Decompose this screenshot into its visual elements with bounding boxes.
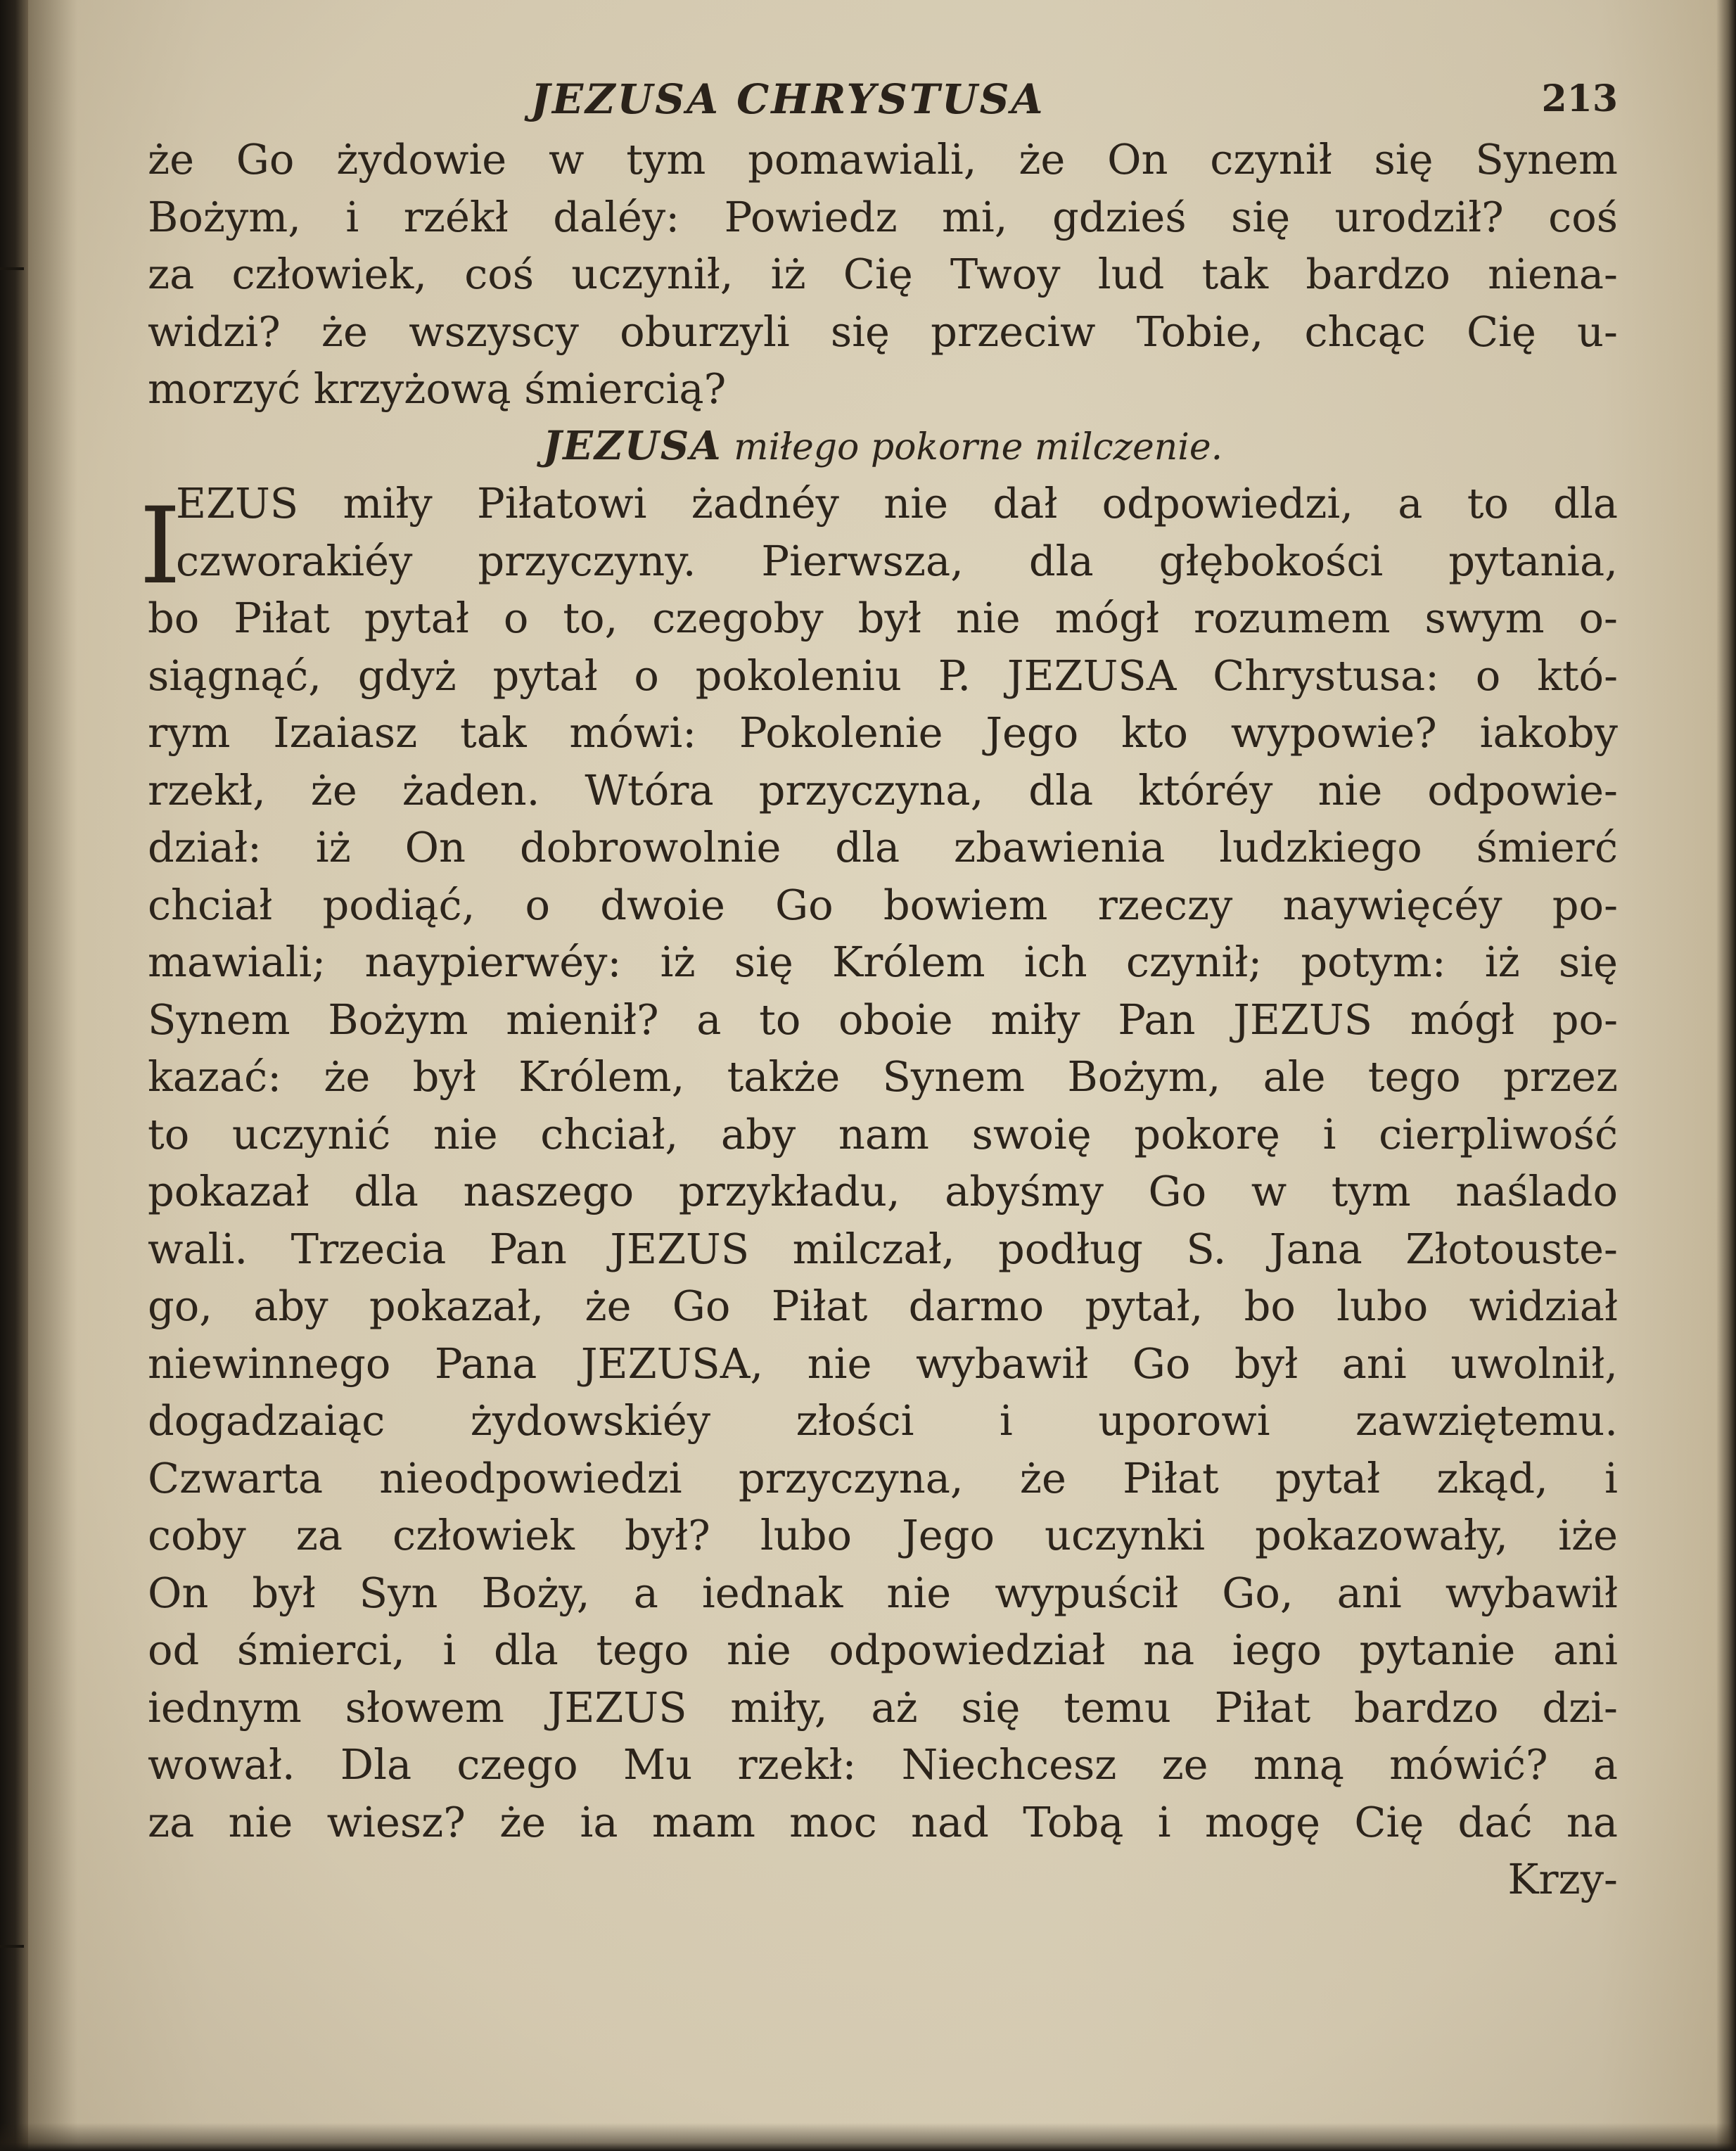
text-line: mawiali; naypierwéy: iż się Królem ich czynił; potym: iż się <box>148 938 1618 986</box>
text-line: za nie wiesz? że ia mam moc nad Tobą i mogę Cię dać na <box>148 1797 1618 1846</box>
margin-mark <box>0 1945 24 1948</box>
catchword: Krzy- <box>1507 1855 1618 1903</box>
page-edge-bottom <box>0 2123 1736 2151</box>
text-line: go, aby pokazał, że Go Piłat darmo pytał, bo lubo widział <box>148 1282 1618 1330</box>
text-line: pokazał dla naszego przykładu, abyśmy Go w tym naślado <box>148 1167 1618 1215</box>
page-number: 213 <box>1541 77 1618 120</box>
drop-cap: I <box>139 485 181 608</box>
text-line: iednym słowem JEZUS miły, aż się temu Piłat bardzo dzi- <box>148 1683 1618 1732</box>
text-line: dogadzaiąc żydowskiéy złości i uporowi zawziętemu. <box>148 1396 1618 1445</box>
text-line: widzi? że wszyscy oburzyli się przeciw Tobie, chcąc Cię u- <box>148 307 1618 356</box>
text-line: że Go żydowie w tym pomawiali, że On czynił się Synem <box>148 135 1618 184</box>
text-line: coby za człowiek był? lubo Jego uczynki pokazowały, iże <box>148 1511 1618 1559</box>
text-line: morzyć krzyżową śmiercią? <box>148 364 727 413</box>
text-line: od śmierci, i dla tego nie odpowiedział na iego pytanie ani <box>148 1626 1618 1674</box>
text-line: czworakiéy przyczyny. Pierwsza, dla głębokości pytania, <box>176 536 1618 585</box>
page-edge-right <box>1716 0 1736 2151</box>
section-heading-rest: miłego pokorne milczenie. <box>734 426 1223 468</box>
margin-mark <box>0 267 24 270</box>
text-line: za człowiek, coś uczynił, iż Cię Twoy lud tak bardzo niena- <box>148 250 1618 298</box>
text-line: siągnąć, gdyż pytał o pokoleniu P. JEZUSA Chrystusa: o któ- <box>148 651 1618 700</box>
text-line: rzekł, że żaden. Wtóra przyczyna, dla któréy nie odpowie- <box>148 765 1618 815</box>
text-line: dział: iż On dobrowolnie dla zbawienia ludzkiego śmierć <box>148 823 1618 872</box>
text-line: Bożym, i rzékł daléy: Powiedz mi, gdzieś się urodził? coś <box>148 192 1618 241</box>
running-head <box>148 68 1618 131</box>
text-line: EZUS miły Piłatowi żadnéy nie dał odpowiedzi, a to dla <box>176 479 1618 528</box>
text-line: Czwarta nieodpowiedzi przyczyna, że Piłat pytał zkąd, i <box>148 1453 1618 1502</box>
gutter-shadow <box>28 0 77 2151</box>
text-line: Synem Bożym mienił? a to oboie miły Pan JEZUS mógł po- <box>148 995 1618 1044</box>
text-line: bo Piłat pytał o to, czegoby był nie mógł rozumem swym o- <box>148 594 1618 642</box>
running-title: JEZUSA CHRYSTUSA <box>530 75 1045 123</box>
text-line: On był Syn Boży, a iednak nie wypuścił Go, ani wybawił <box>148 1568 1618 1617</box>
text-line: wował. Dla czego Mu rzekł: Niechcesz ze mną mówić? a <box>148 1740 1618 1789</box>
section-heading-main: JEZUSA <box>542 422 722 469</box>
book-spine <box>0 0 28 2151</box>
text-block <box>139 131 1618 1908</box>
text-line: niewinnego Pana JEZUSA, nie wybawił Go był ani uwolnił, <box>148 1339 1618 1388</box>
section-heading <box>148 418 1618 475</box>
text-line: to uczynić nie chciał, aby nam swoię pokorę i cierpliwość <box>148 1109 1618 1159</box>
text-line: chciał podiąć, o dwoie Go bowiem rzeczy naywięcéy po- <box>148 880 1618 929</box>
text-line: kazać: że był Królem, także Synem Bożym, ale tego przez <box>148 1052 1618 1101</box>
text-line: rym Izaiasz tak mówi: Pokolenie Jego kto wypowie? iakoby <box>148 708 1618 757</box>
text-line: wali. Trzecia Pan JEZUS milczał, podług S. Jana Złotouste- <box>148 1224 1618 1273</box>
